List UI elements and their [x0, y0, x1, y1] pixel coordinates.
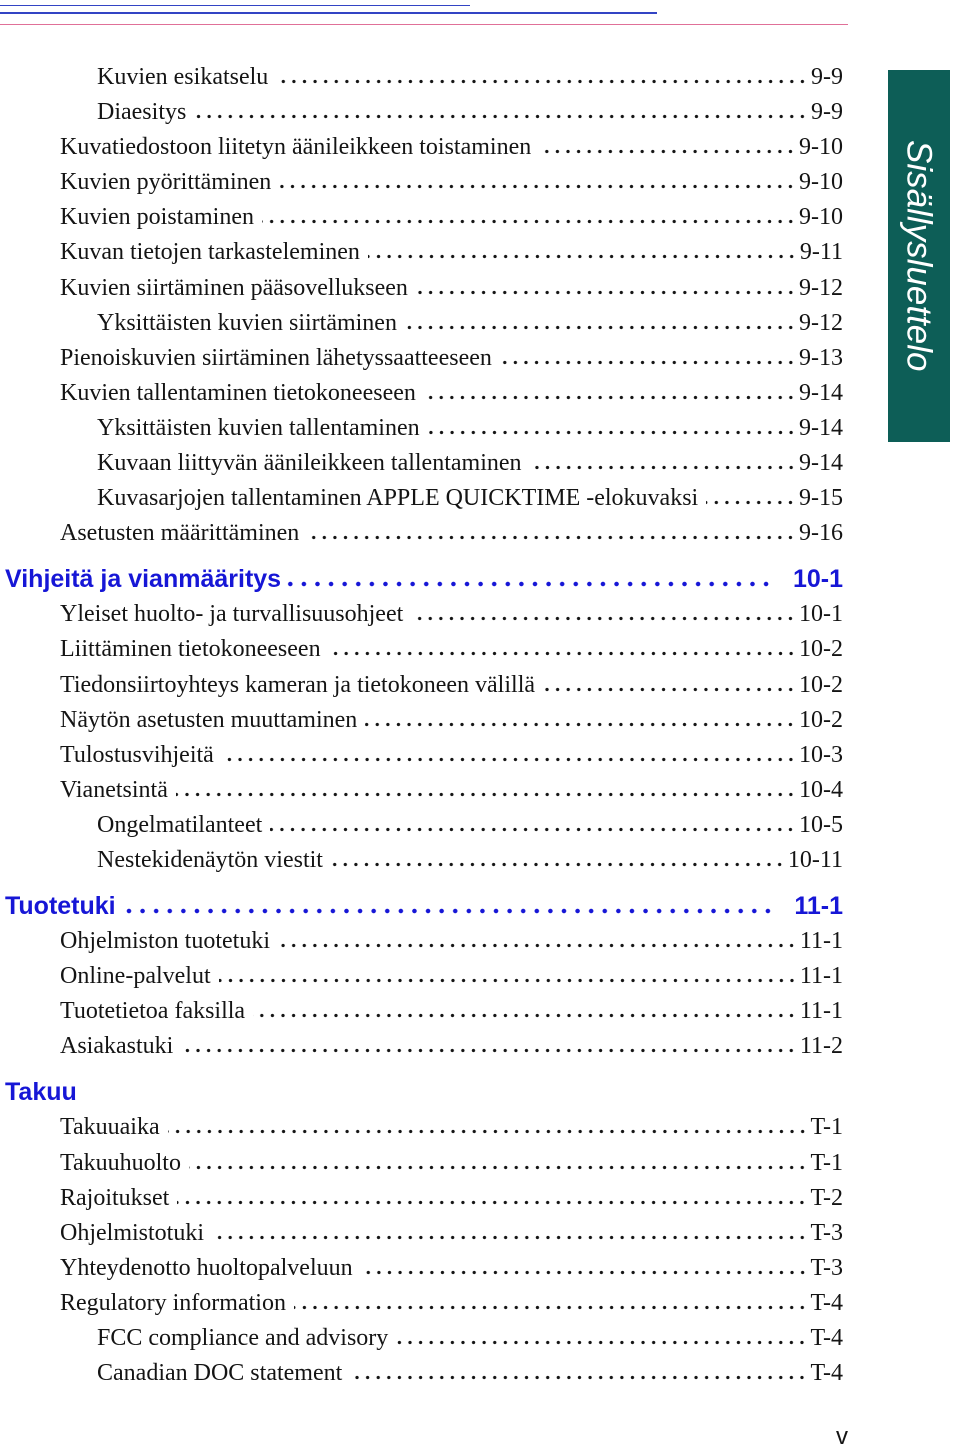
page-number: v — [836, 1423, 848, 1450]
dot-leader — [350, 1375, 807, 1380]
toc-entry-title: Takuuhuolto — [60, 1149, 181, 1176]
dot-leader — [287, 581, 773, 587]
toc-entry[interactable] — [0, 703, 843, 738]
dot-leader — [212, 1235, 808, 1240]
toc-entry-title: Tuotetietoa faksilla — [60, 998, 246, 1025]
toc-entry[interactable] — [0, 1286, 843, 1321]
dot-leader — [177, 1200, 807, 1205]
toc-entry-title: Tiedonsiirtoyhteys kameran ja tietokoneen välillä — [60, 671, 536, 698]
dot-leader — [122, 908, 775, 914]
table-of-contents — [0, 60, 843, 1391]
dot-leader — [411, 616, 796, 621]
toc-entry-page: 9-14 — [799, 414, 843, 441]
toc-entry-page: T-4 — [810, 1325, 843, 1351]
toc-entry[interactable] — [0, 597, 843, 632]
toc-entry-title: Kuvien tallentaminen tietokoneeseen — [60, 379, 416, 406]
toc-entry[interactable] — [0, 1029, 843, 1064]
toc-entry[interactable] — [0, 60, 843, 95]
dot-leader — [428, 430, 796, 435]
toc-entry-page: 9-10 — [799, 204, 843, 231]
dot-leader — [361, 1270, 808, 1275]
toc-section-heading[interactable] — [0, 1074, 843, 1110]
toc-entry-title: Kuvasarjojen tallentaminen APPLE QUICKTIME -elokuvaksi — [97, 485, 699, 512]
toc-entry[interactable] — [0, 1146, 843, 1181]
toc-entry-page: 9-9 — [811, 99, 843, 126]
toc-entry-page: 10-2 — [799, 706, 843, 733]
top-rule-blue-short — [0, 5, 470, 6]
toc-section-heading[interactable] — [0, 561, 843, 597]
toc-entry-page: 9-9 — [811, 64, 843, 90]
dot-leader — [168, 1129, 808, 1134]
toc-entry-page: 11-1 — [799, 998, 843, 1025]
toc-entry-title: Kuvien pyörittäminen — [60, 169, 272, 196]
toc-entry-title: Kuvien poistaminen — [60, 204, 254, 231]
toc-entry[interactable] — [0, 738, 843, 773]
toc-entry-title: Rajoitukset — [60, 1184, 170, 1211]
toc-entry[interactable] — [0, 1110, 843, 1145]
toc-entry-page: 9-12 — [799, 309, 843, 336]
toc-entry-title: Kuvien siirtäminen pääsovellukseen — [60, 274, 408, 301]
toc-entry[interactable] — [0, 1321, 843, 1356]
dot-leader — [530, 465, 796, 470]
toc-entry-page: T-1 — [810, 1114, 843, 1141]
dot-leader — [176, 792, 796, 797]
dot-leader — [294, 1305, 808, 1310]
toc-section-title: Takuu — [5, 1078, 77, 1107]
toc-entry[interactable] — [0, 1181, 843, 1216]
dot-leader — [539, 149, 796, 154]
section-tab-label: Sisällysluettelo — [899, 140, 939, 372]
toc-entry[interactable] — [0, 446, 843, 481]
top-rule-blue-long — [0, 12, 657, 14]
toc-entry-title: Kuvaan liittyvän äänileikkeen tallentaminen — [97, 450, 522, 477]
toc-entry-title: Online-palvelut — [60, 963, 211, 990]
dot-leader — [543, 687, 796, 692]
toc-entry-title: Ongelmatilanteet — [97, 811, 263, 838]
dot-leader — [396, 1340, 807, 1345]
toc-entry[interactable] — [0, 516, 843, 551]
toc-entry[interactable] — [0, 130, 843, 165]
toc-entry[interactable] — [0, 411, 843, 446]
toc-entry-page: 9-12 — [799, 274, 843, 301]
toc-entry-title: Kuvatiedostoon liitetyn äänileikkeen toistaminen — [60, 134, 532, 161]
toc-entry-title: Ohjelmiston tuotetuki — [60, 928, 270, 955]
toc-entry[interactable] — [0, 959, 843, 994]
toc-entry-page: T-2 — [810, 1184, 843, 1211]
top-rule-pink — [0, 24, 848, 25]
toc-entry-page: 10-5 — [799, 811, 843, 838]
toc-entry-title: FCC compliance and advisory — [97, 1325, 389, 1351]
toc-section-heading[interactable] — [0, 888, 843, 924]
toc-entry-title: Vianetsintä — [60, 776, 168, 803]
toc-entry[interactable] — [0, 481, 843, 516]
dot-leader — [262, 219, 796, 224]
toc-entry-title: Näytön asetusten muuttaminen — [60, 706, 358, 733]
toc-entry-title: Asetusten määrittäminen — [60, 520, 300, 547]
toc-entry[interactable] — [0, 376, 843, 411]
dot-leader — [194, 114, 808, 119]
dot-leader — [189, 1165, 808, 1170]
toc-entry-title: Kuvien esikatselu — [97, 64, 269, 90]
toc-entry[interactable] — [0, 924, 843, 959]
toc-entry[interactable] — [0, 1251, 843, 1286]
toc-entry-page: T-3 — [810, 1254, 843, 1281]
toc-section-page: 11-1 — [794, 892, 843, 921]
dot-leader — [270, 827, 796, 832]
toc-entry-page: 9-10 — [799, 134, 843, 161]
toc-entry-title: Yleiset huolto- ja turvallisuusohjeet — [60, 601, 404, 628]
dot-leader — [219, 978, 797, 983]
toc-entry-title: Yksittäisten kuvien tallentaminen — [97, 414, 420, 441]
toc-entry-title: Ohjelmistotuki — [60, 1219, 204, 1246]
dot-leader — [424, 395, 796, 400]
toc-entry-page: 10-2 — [799, 636, 843, 663]
toc-entry[interactable] — [0, 808, 843, 843]
dot-leader — [253, 1013, 797, 1018]
toc-entry[interactable] — [0, 165, 843, 200]
toc-entry-title: Kuvan tietojen tarkasteleminen — [60, 239, 360, 266]
dot-leader — [416, 290, 796, 295]
dot-leader — [368, 254, 797, 259]
toc-entry[interactable] — [0, 1356, 843, 1391]
toc-entry[interactable] — [0, 95, 843, 130]
toc-entry-title: Liittäminen tietokoneeseen — [60, 636, 321, 663]
toc-entry-title: Asiakastuki — [60, 1033, 174, 1060]
toc-entry[interactable] — [0, 843, 843, 878]
dot-leader — [365, 722, 796, 727]
toc-entry-page: 9-10 — [799, 169, 843, 196]
toc-entry-page: 10-3 — [799, 741, 843, 768]
toc-entry-page: 11-1 — [799, 928, 843, 955]
toc-entry-page: 9-11 — [799, 239, 843, 266]
dot-leader — [405, 325, 796, 330]
toc-entry-title: Pienoiskuvien siirtäminen lähetyssaatteeseen — [60, 344, 492, 371]
toc-entry-page: 10-11 — [787, 846, 843, 873]
toc-entry-title: Regulatory information — [60, 1289, 286, 1316]
dot-leader — [307, 535, 796, 540]
dot-leader — [222, 757, 796, 762]
dot-leader — [329, 651, 796, 656]
toc-entry[interactable] — [0, 306, 843, 341]
dot-leader — [279, 184, 796, 189]
toc-entry-title: Diaesitys — [97, 99, 187, 126]
toc-entry-page: T-3 — [810, 1219, 843, 1246]
toc-entry-page: 10-2 — [799, 671, 843, 698]
toc-entry-page: 10-1 — [799, 601, 843, 628]
toc-entry-page: 9-16 — [799, 520, 843, 547]
toc-entry-title: Yhteydenotto huoltopalveluun — [60, 1254, 353, 1281]
toc-entry-title: Tulostusvihjeitä — [60, 741, 214, 768]
toc-entry[interactable] — [0, 200, 843, 235]
toc-entry-title: Nestekidenäytön viestit — [97, 846, 323, 873]
dot-leader — [331, 862, 785, 867]
dot-leader — [276, 79, 808, 84]
toc-entry-page: 11-2 — [799, 1033, 843, 1060]
dot-leader — [500, 360, 796, 365]
toc-entry[interactable] — [0, 235, 843, 270]
toc-entry[interactable] — [0, 1216, 843, 1251]
toc-entry-page: 9-13 — [799, 344, 843, 371]
toc-entry-page: 10-4 — [799, 776, 843, 803]
dot-leader — [278, 943, 797, 948]
dot-leader — [706, 500, 796, 505]
toc-entry[interactable] — [0, 271, 843, 306]
toc-section-page: 10-1 — [792, 565, 843, 594]
toc-entry-page: 9-15 — [799, 485, 843, 512]
toc-entry-page: T-4 — [810, 1289, 843, 1316]
toc-entry[interactable] — [0, 341, 843, 376]
toc-entry[interactable] — [0, 773, 843, 808]
toc-entry-title: Takuuaika — [60, 1114, 160, 1141]
toc-section-title: Vihjeitä ja vianmääritys — [5, 565, 282, 594]
toc-entry-page: T-4 — [810, 1360, 843, 1387]
toc-entry[interactable] — [0, 632, 843, 667]
toc-section-title: Tuotetuki — [5, 892, 116, 921]
section-tab — [888, 70, 950, 442]
dot-leader — [181, 1048, 797, 1053]
toc-entry-page: 11-1 — [799, 963, 843, 990]
toc-entry-page: T-1 — [810, 1149, 843, 1176]
toc-entry-page: 9-14 — [799, 450, 843, 477]
toc-entry-page: 9-14 — [799, 379, 843, 406]
toc-entry[interactable] — [0, 994, 843, 1029]
toc-entry[interactable] — [0, 668, 843, 703]
toc-entry-title: Yksittäisten kuvien siirtäminen — [97, 309, 397, 336]
toc-entry-title: Canadian DOC statement — [97, 1360, 343, 1387]
